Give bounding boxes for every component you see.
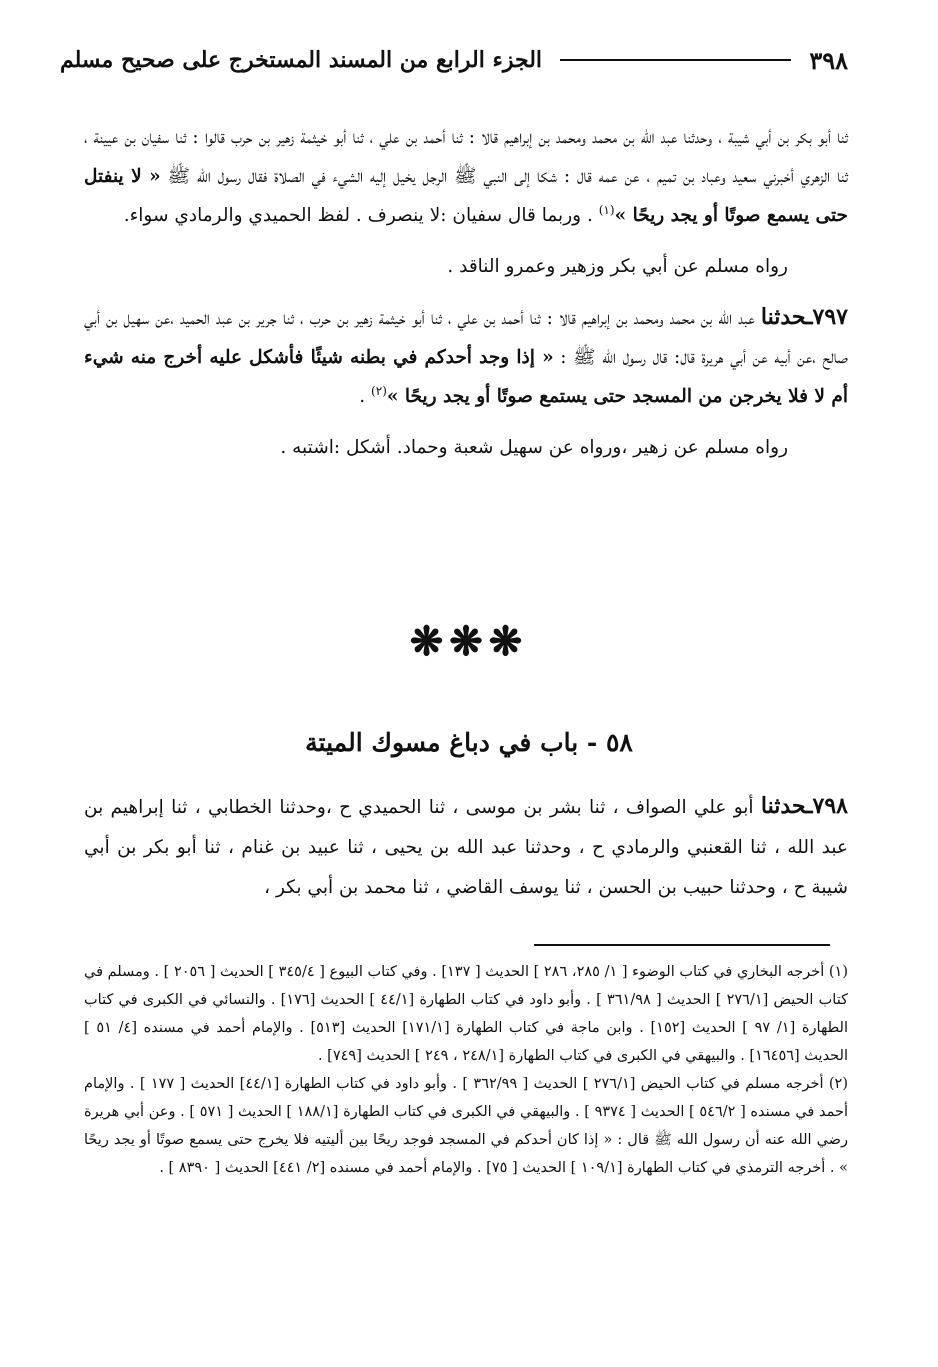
footnotes [84,958,848,1182]
page-number: ٣٩٨ [809,45,848,75]
main-text-2 [84,786,848,908]
footnote-rule [534,944,830,946]
footnote-2: (٢) أخرجه مسلم في كتاب الحيض [٢٧٦/١ ] الحديث [ ٣٦٢/٩٩ ] . وأبو داود في كتاب الطهارة [٤٤/١] الحديث [ ١٧٧ ] . والإمام أحمد في مسنده [ ٥٤٦/٢ ] الحديث [ ٩٣٧٤ ] . والبيهقي في الكبرى في كتاب الطهارة [١٨٨/١ ] الحديث [ ٥٧١ ] . وعن أبي هريرة رضي الله عنه أن رسول الله ﷺ قال : « إذا كان أحدكم في المسجد فوجد ريحًا بين أليتيه فلا يخرج حتى يسمع صوتًا أو يجد ريحًا » . أخرجه الترمذي في كتاب الطهارة [١٠٩/١ ] الحديث [ ٧٥] . والإمام أحمد في مسنده [٢/ ٤٤١] الحديث [ ٨٣٩٠ ] . [84,1076,849,1176]
hadith-798-chain: أبو علي الصواف ، ثنا بشر بن موسى ، ثنا الحميدي ح ،وحدثنا الخطابي ، ثنا إبراهيم بن عبد الله ، ثنا القعنبي والرمادي ح ، وحدثنا عبد الله بن يحيى ، ثنا عبيد بن غنام ، ثنا أبو بكر بن أبي شيبة ح ، وحدثنا حبيب بن الحسن ، ثنا يوسف القاضي ، ثنا محمد بن أبي بكر ، [84,797,848,898]
footnote-ref-2[interactable]: (٢) [371,383,387,398]
section-separator: ❋❋❋ [409,618,529,665]
hadith-796-quote: « لا ينفتل حتى يسمع صوتًا أو يجد ريحًا » [84,166,848,226]
hadith-797 [84,298,848,416]
hadith-797-tail: . [359,386,366,407]
chapter-title: ٥٨ - باب في دباغ مسوك الميتة [305,728,633,757]
hadith-797-quote: « إذا وجد أحدكم في بطنه شيئًا فأشكل عليه أخرج منه شيء أم لا فلا يخرجن من المسجد حتى يستمع صوتًا أو يجد ريحًا » [84,347,848,407]
hadith-797-chain: عبد الله بن محمد ومحمد بن إبراهيم قالا : ثنا أحمد بن علي ، ثنا أبو خيثمة زهير بن حرب ، ثنا جرير بن عبد الحميد ،عن سهيل بن أبي صالح ،عن أبيه عن أبي هريرة قال: قال رسول الله ﷺ : [84,308,848,368]
running-title: الجزء الرابع من المسند المستخرج على صحيح مسلم [60,47,543,73]
hadith-796-chain: ثنا أبو بكر بن أبي شيبة ، وحدثنا عبد الله بن محمد ومحمد بن إبراهيم قالا : ثنا أحمد بن علي ، ثنا أبو خيثمة زهير بن حرب قالوا : ثنا سفيان بن عيينة ، ثنا الزهري أخبرني سعيد وعباد بن تميم ، عن عمه قال : شكا إلى النبي ﷺ الرجل يخيل إليه الشيء في الصلاة فقال رسول الله ﷺ [84,127,848,187]
hadith-796-continuation [84,118,848,235]
footnote-1: (١) أخرجه البخاري في كتاب الوضوء [ ١/ ٢٨٥، ٢٨٦ ] الحديث [ ١٣٧] . وفي كتاب البيوع [ ٣٤٥/٤ ] الحديث [ ٢٠٥٦ ] . ومسلم في كتاب الحيض [٢٧٦/١ ] الحديث [ ٣٦١/٩٨ ] . وأبو داود في كتاب الطهارة [٤٤/١ ] الحديث [١٧٦] . والنسائي في الكبرى في كتاب الطهارة [١/ ٩٧ ] الحديث [١٥٢] . وابن ماجة في كتاب الطهارة [١٧١/١] الحديث [٥١٣] . والإمام أحمد في مسنده [٤/ ٥١ ] الحديث [١٦٤٥٦] . والبيهقي في الكبرى في كتاب الطهارة [٢٤٨/١ ، ٢٤٩ ] الحديث [٧٤٩] . [84,964,849,1064]
hadith-797-number: ٧٩٧ـ [806,304,848,330]
main-text [84,118,848,467]
header-rule [560,59,791,61]
hadith-796-tail: . وربما قال سفيان :لا ينصرف . لفظ الحميدي والرمادي سواء. [123,205,593,226]
hadith-798 [84,786,848,908]
hadith-796-note: رواه مسلم عن أبي بكر وزهير وعمرو الناقد . [447,256,788,277]
hadith-798-haddathana: حدثنا [760,793,807,819]
hadith-797-note: رواه مسلم عن زهير ،ورواه عن سهيل شعبة وحماد. أشكل :اشتبه . [280,437,788,458]
hadith-798-number: ٧٩٨ـ [806,793,848,819]
page-header [60,40,848,80]
footnote-ref-1[interactable]: (١) [598,202,615,217]
hadith-797-haddathana: حدثنا [760,304,807,330]
